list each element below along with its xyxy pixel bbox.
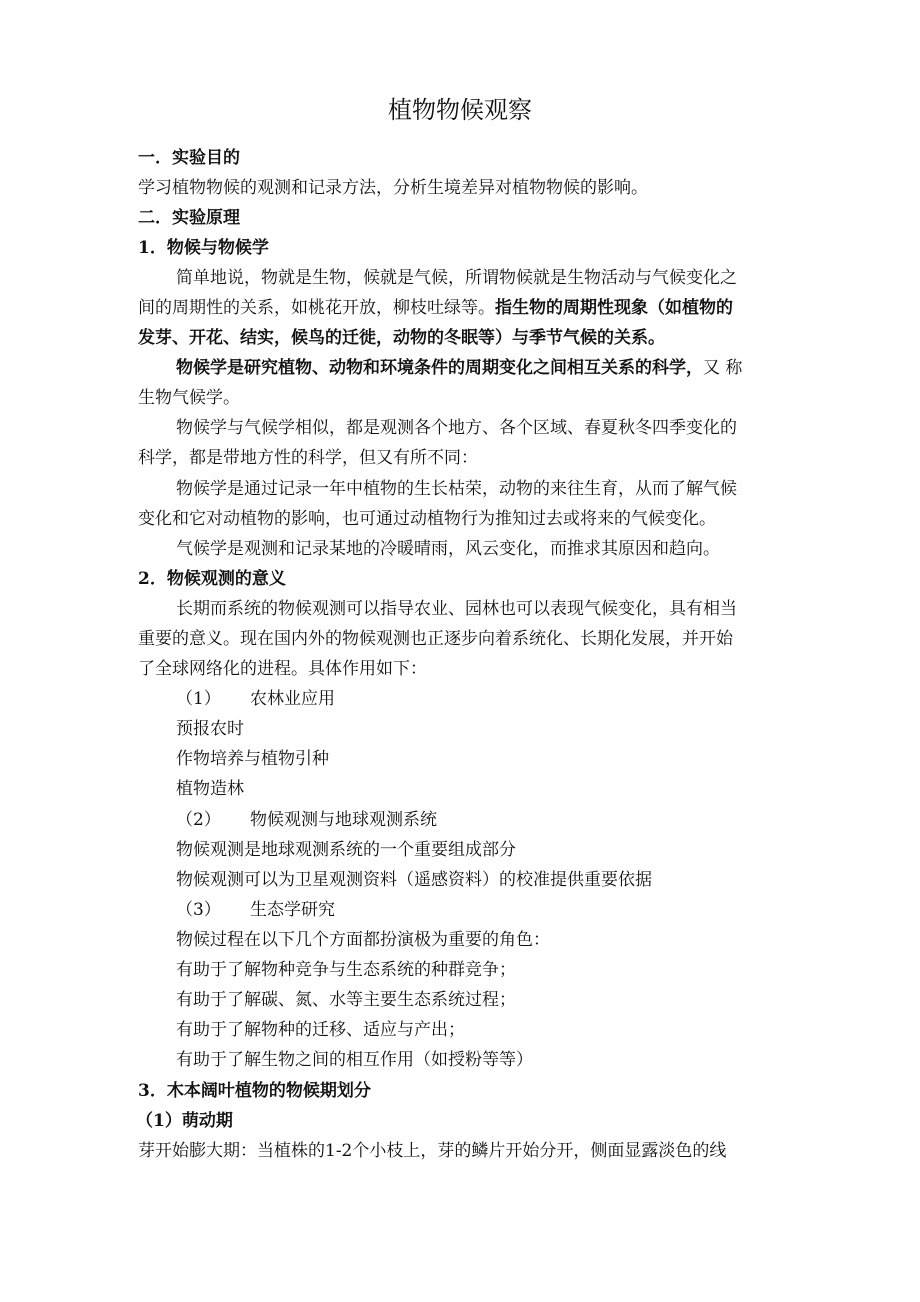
paragraph-line [138, 296, 733, 320]
paragraph-line: 芽开始膨大期：当植株的1-2个小枝上，芽的鳞片开始分开，侧面显露淡色的线 [138, 1141, 727, 1161]
paragraph-line: 长期而系统的物候观测可以指导农业、园林也可以表现气候变化，具有相当 [176, 599, 737, 619]
list-item [176, 898, 335, 922]
list-item [176, 687, 335, 711]
paragraph-line: 科学，都是带地方性的科学，但又有所不同： [138, 448, 478, 468]
list-item [176, 808, 437, 832]
list-item-number: （2） [176, 810, 221, 830]
paragraph-line: 气候学是观测和记录某地的冷暖晴雨，风云变化，而推求其原因和趋向。 [176, 539, 720, 559]
sub1-heading: 1．物候与物候学 [138, 238, 269, 258]
list-item-number: （3） [176, 900, 221, 920]
paragraph-line: 了全球网络化的进程。具体作用如下： [138, 659, 427, 679]
page-title: 植物物候观察 [388, 96, 532, 124]
list-subitem: 有助于了解物种的迁移、适应与产出； [176, 1020, 465, 1040]
sub2-heading: 2．物候观测的意义 [138, 569, 286, 589]
section2-heading: 二．实验原理 [138, 208, 240, 228]
paragraph-line: 重要的意义。现在国内外的物候观测也正逐步向着系统化、长期化发展，并开始 [138, 629, 733, 649]
list-subitem: 预报农时 [176, 719, 244, 739]
list-subitem: 物候过程在以下几个方面都扮演极为重要的角色： [176, 930, 550, 950]
section1-heading: 一．实验目的 [138, 148, 240, 168]
list-subitem: 植物造林 [176, 779, 244, 799]
section1-text: 学习植物物候的观测和记录方法，分析生境差异对植物物候的影响。 [138, 178, 648, 198]
list-item-label: 物候观测与地球观测系统 [250, 810, 437, 830]
paragraph-line [176, 356, 742, 380]
stage1-heading: （1）萌动期 [136, 1111, 233, 1131]
list-subitem: 物候观测可以为卫星观测资料（遥感资料）的校准提供重要依据 [176, 870, 652, 890]
list-subitem: 有助于了解生物之间的相互作用（如授粉等等） [176, 1050, 533, 1070]
paragraph-text: 间的周期性的关系，如桃花开放，柳枝吐绿等。 [138, 298, 495, 318]
paragraph-line: 物候学与气候学相似，都是观测各个地方、各个区域、春夏秋冬四季变化的 [176, 418, 737, 438]
list-item-label: 农林业应用 [250, 689, 335, 709]
paragraph-line: 简单地说，物就是生物，候就是气候，所谓物候就是生物活动与气候变化之 [176, 268, 737, 288]
list-subitem: 有助于了解碳、氮、水等主要生态系统过程； [176, 990, 516, 1010]
sub3-heading: 3．木本阔叶植物的物候期划分 [138, 1081, 371, 1101]
list-item-label: 生态学研究 [250, 900, 335, 920]
list-subitem: 作物培养与植物引种 [176, 749, 329, 769]
list-subitem: 物候观测是地球观测系统的一个重要组成部分 [176, 840, 516, 860]
paragraph-text: 又 称 [703, 358, 743, 378]
list-subitem: 有助于了解物种竞争与生态系统的种群竞争； [176, 960, 516, 980]
paragraph-line: 变化和它对动植物的影响，也可通过动植物行为推知过去或将来的气候变化。 [138, 509, 716, 529]
paragraph-line: 生物气候学。 [138, 388, 240, 408]
paragraph-line: 物候学是通过记录一年中植物的生长枯荣，动物的来往生育，从而了解气候 [176, 479, 737, 499]
paragraph-bold-text: 物候学是研究植物、动物和环境条件的周期变化之间相互关系的科学， [176, 358, 703, 378]
list-item-number: （1） [176, 689, 221, 709]
paragraph-bold-text: 指生物的周期性现象（如植物的 [495, 298, 733, 318]
paragraph-bold-line: 发芽、开花、结实，候鸟的迁徙，动物的冬眠等）与季节气候的关系。 [138, 328, 665, 348]
